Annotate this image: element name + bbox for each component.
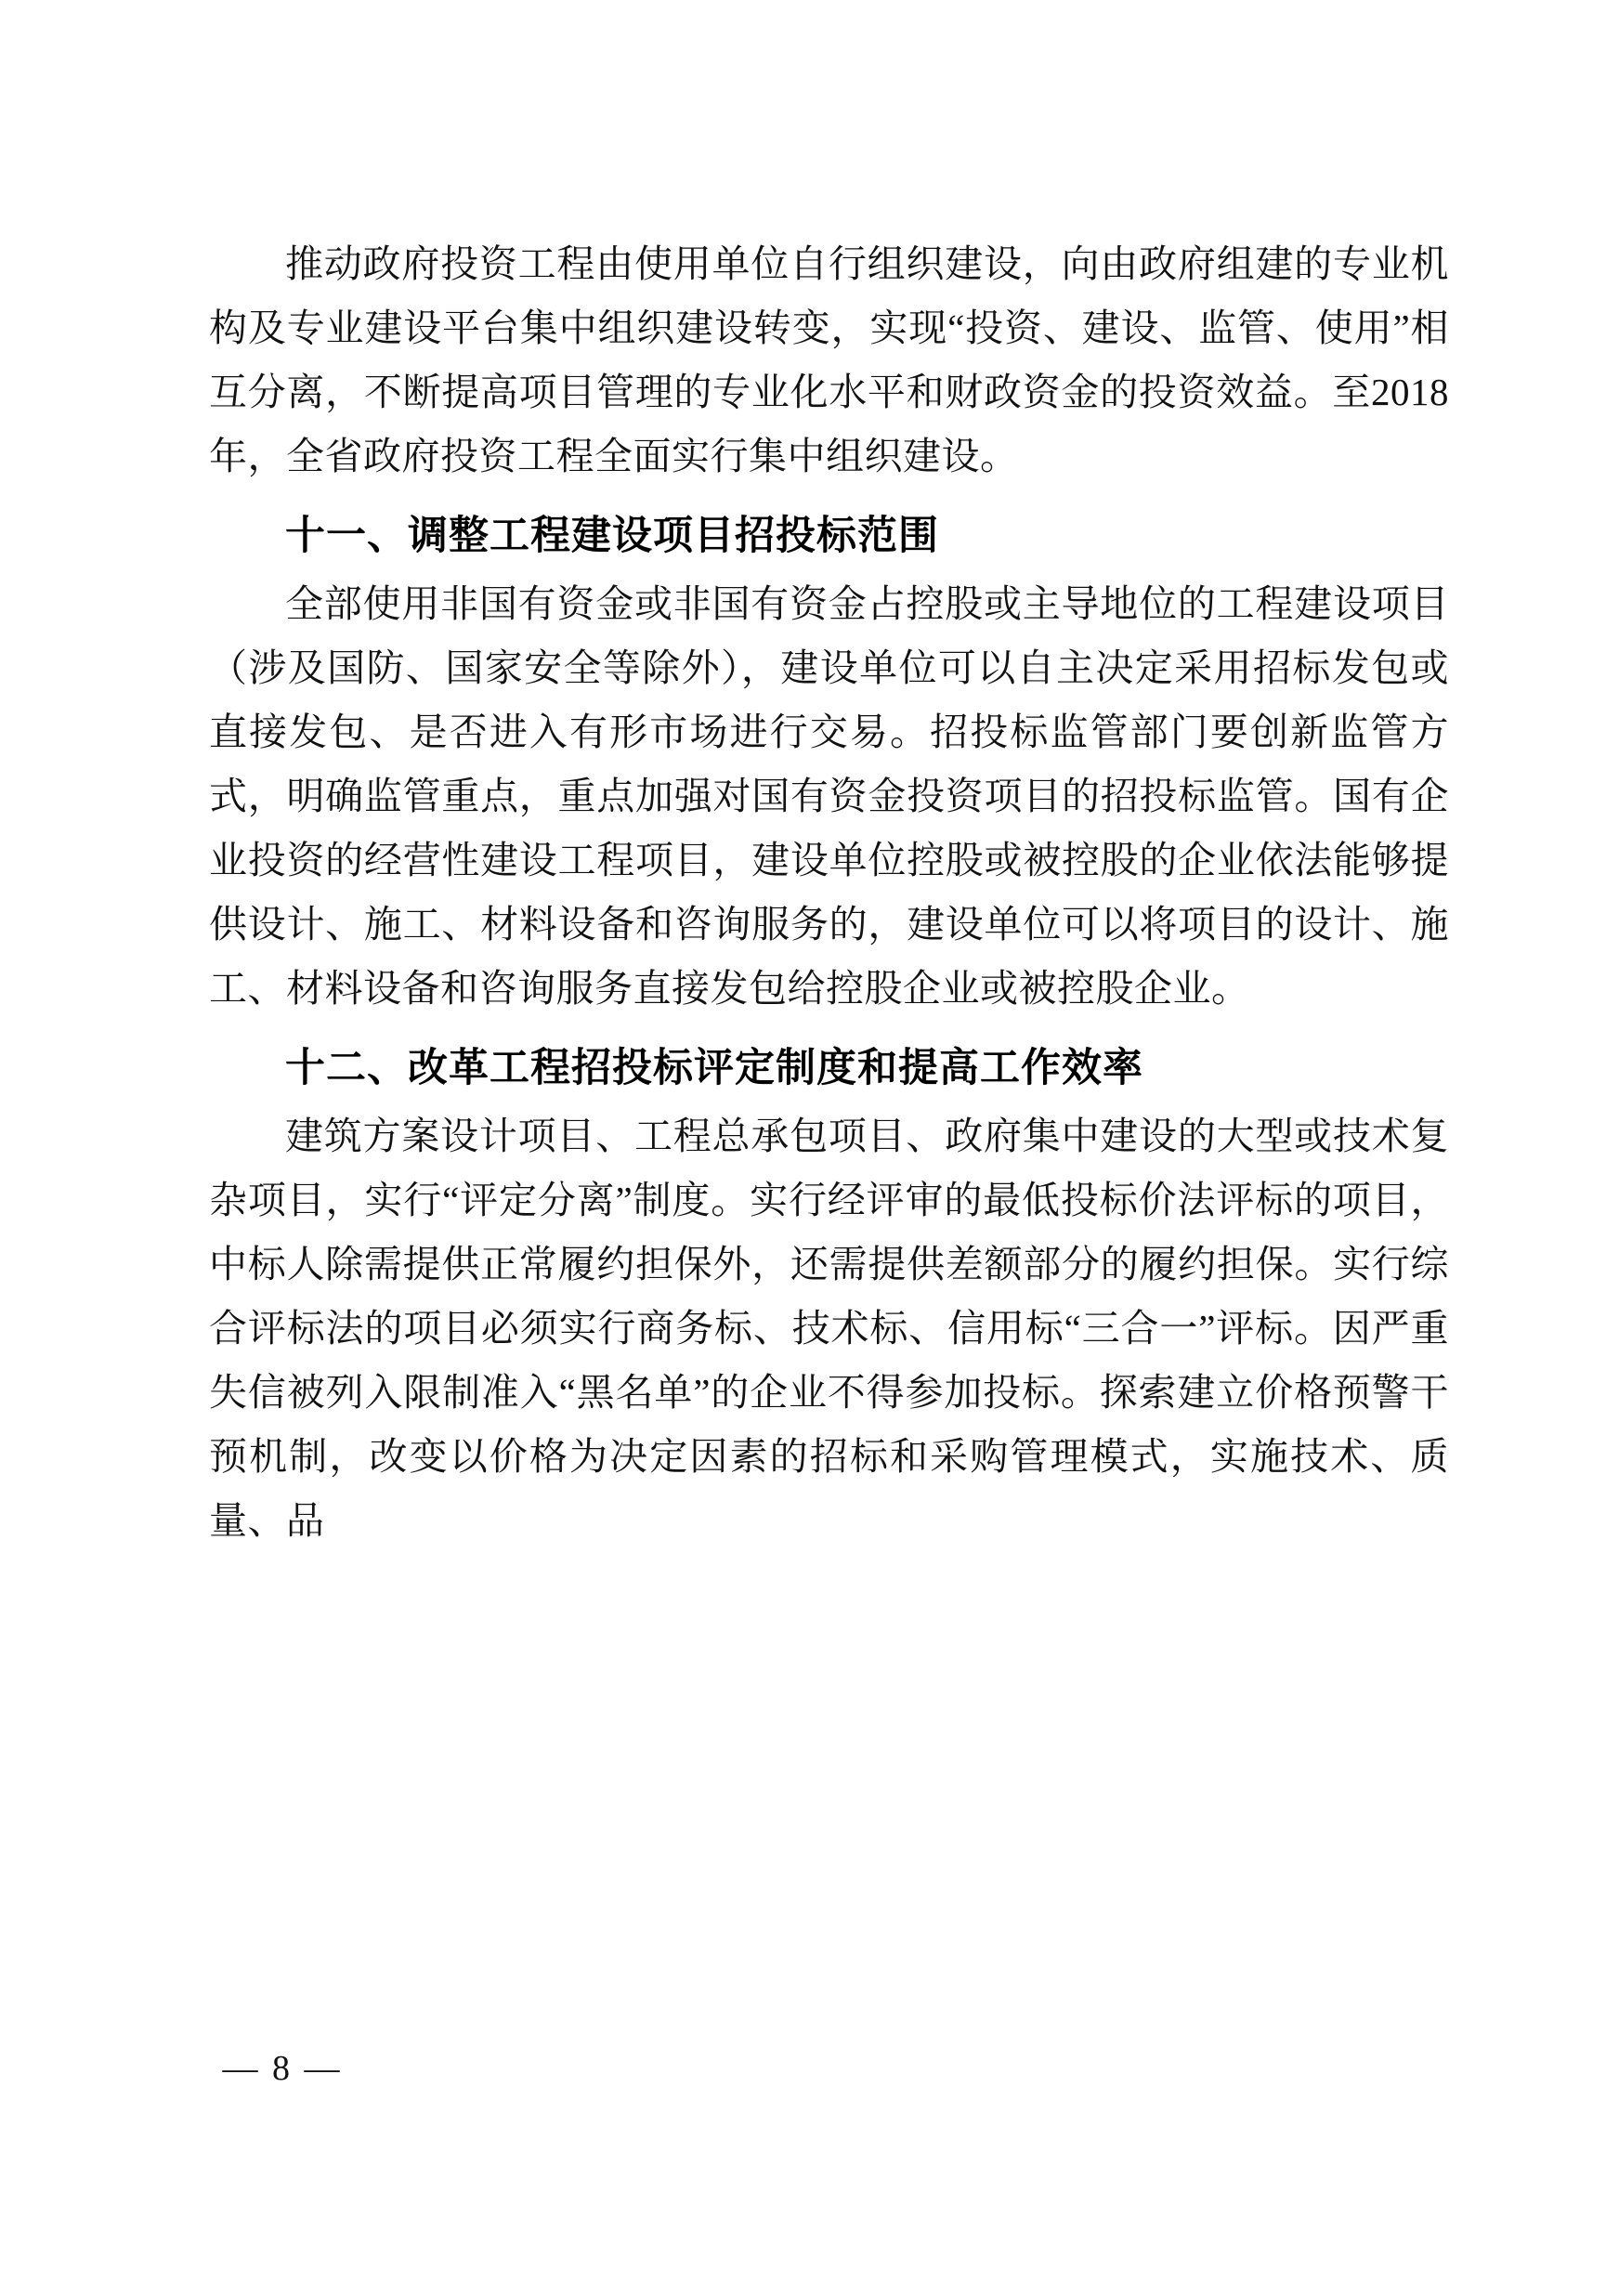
paragraph-3: 建筑方案设计项目、工程总承包项目、政府集中建设的大型或技术复杂项目，实行“评定分离”制度。实行经评审的最低投标价法评标的项目，中标人除需提供正常履约担保外，还需提供差额部分的履约担保。实行综合评标法的项目必须实行商务标、技术标、信用标“三合一”评标。因严重失信被列入限制准入“黑名单”的企业不得参加投标。探索建立价格预警干预机制，改变以价格为决定因素的招标和采购管理模式，实施技术、质量、品 (209, 1115, 1449, 1542)
heading-12: 十二、改革工程招投标评定制度和提高工作效率 (285, 1045, 1143, 1091)
heading-11: 十一、调整工程建设项目招投标范围 (285, 513, 939, 559)
page-number (0, 2048, 1619, 2089)
page-content (209, 232, 1449, 1555)
paragraph-2: 全部使用非国有资金或非国有资金占控股或主导地位的工程建设项目（涉及国防、国家安全等除外），建设单位可以自主决定采用招标发包或直接发包、是否进入有形市场进行交易。招投标监管部门要创新监管方式，明确监管重点，重点加强对国有资金投资项目的招投标监管。国有企业投资的经营性建设工程项目，建设单位控股或被控股的企业依法能够提供设计、施工、材料设备和咨询服务的，建设单位可以将项目的设计、施工、材料设备和咨询服务直接发包给控股企业或被控股企业。 (209, 582, 1449, 1010)
page-number-label: — 8 — (222, 2049, 343, 2088)
paragraph-1: 推动政府投资工程由使用单位自行组织建设，向由政府组建的专业机构及专业建设平台集中组织建设转变，实现“投资、建设、监管、使用”相互分离，不断提高项目管理的专业化水平和财政资金的投资效益。至2018年，全省政府投资工程全面实行集中组织建设。 (209, 242, 1449, 477)
